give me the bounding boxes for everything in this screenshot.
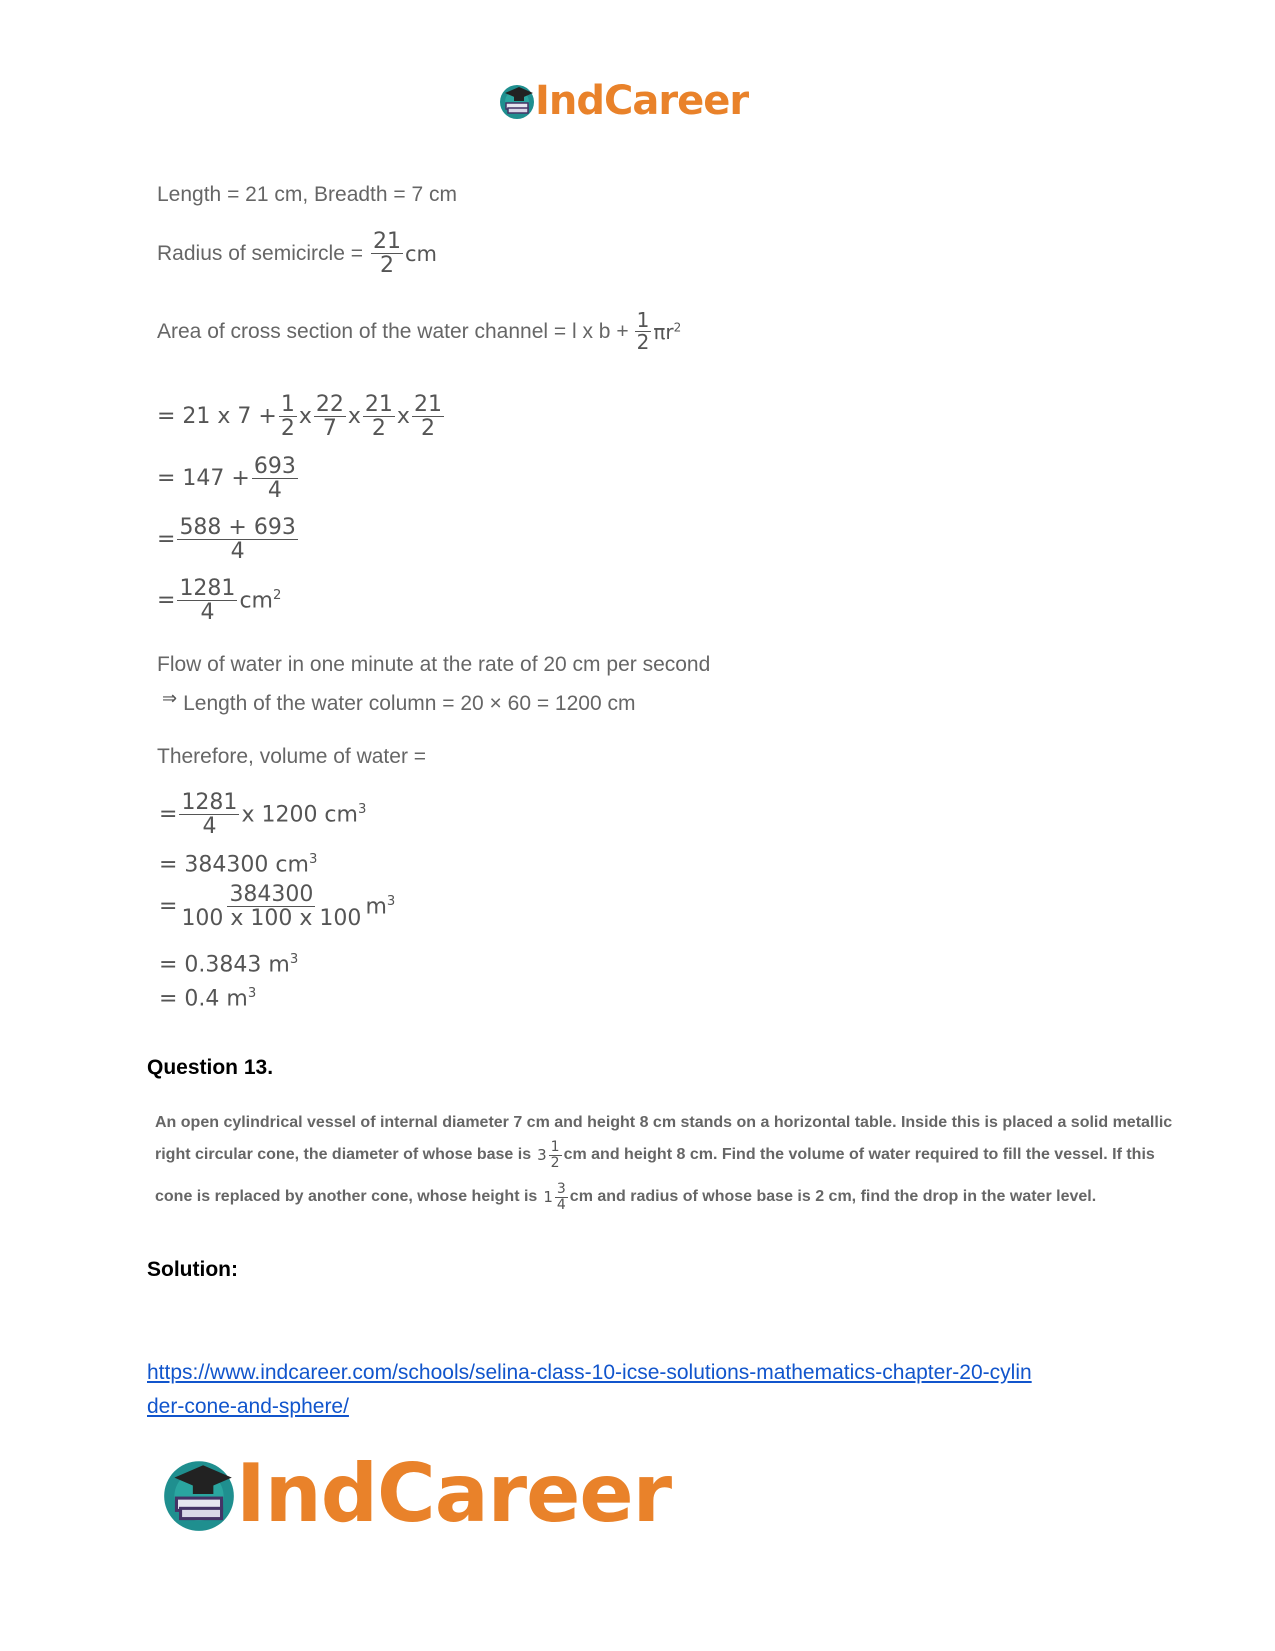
step-text: = 21 x 7 + [157,404,277,430]
fraction-numerator: 21 [373,229,401,254]
step-text: = [159,894,178,920]
source-link[interactable] [147,1356,1147,1424]
step-text: = [159,802,178,828]
volume-step-4: = 0.3843 $m^3$ [159,952,299,978]
area-fraction [635,310,652,353]
radius-label: Radius of semicircle = [157,241,363,265]
footer-logo [158,1447,671,1540]
volume-step-2: = 384300 $cm^3$ [159,852,318,878]
flow-line: Flow of water in one minute at the rate of 20 cm per second [157,653,711,676]
header-logo [497,78,748,124]
link-line-2[interactable]: der-cone-and-sphere/ [147,1395,349,1418]
times-sign: x [396,404,410,430]
fraction-denominator: 2 [380,253,394,279]
mixed-whole: 1 [543,1188,553,1207]
fraction: $\frac{1281}{4}$ [179,576,236,626]
therefore-line: Therefore, volume of water = [157,745,427,768]
question-text: cm and radius of whose base is 2 cm, find the drop in the water level. [569,1188,1097,1206]
step-1 [157,393,446,440]
fraction: $\frac{21}{2}$ [364,392,393,442]
solution-heading: Solution: [147,1258,238,1281]
link-line-1[interactable]: https://www.indcareer.com/schools/selina-class-10-icse-solutions-mathematics-chapter-20-cylin [147,1361,1032,1384]
radius-line [157,230,437,277]
volume-step-1 [159,791,366,838]
area-tail: $\pi r^2$ [653,319,682,344]
column-line [162,687,636,716]
step-text: = 147 + [157,466,250,492]
area-label: Area of cross section of the water channel = l x b + [157,319,629,343]
question-line-3 [155,1182,1096,1212]
unit: $cm^2$ [239,587,282,614]
globe-cap-icon [497,81,537,121]
fraction: $\frac{384300}{100 x 100 x 100}$ [181,882,362,932]
fraction: $\frac{1}{2}$ [550,1139,560,1171]
fraction: $\frac{1}{2}$ [280,392,295,442]
fraction: $\frac{3}{4}$ [556,1181,566,1213]
volume-step-5: = 0.4 $m^3$ [159,986,257,1012]
volume-step-3 [159,883,395,930]
question-text: right circular cone, the diameter of whose base is [155,1146,532,1164]
step-tail: x 1200 $cm^3$ [241,801,367,828]
question-text: cm and height 8 cm. Find the volume of water required to fill the vessel. If this [563,1146,1155,1164]
question-heading: Question 13. [147,1056,274,1079]
radius-fraction [371,230,403,277]
unit: $m^3$ [365,893,396,920]
dimensions-line: Length = 21 cm, Breadth = 7 cm [157,183,458,206]
step-2 [157,455,300,502]
fraction-denominator: 2 [636,330,650,354]
fraction: $\frac{1281}{4}$ [181,790,238,840]
radius-unit: cm [405,241,438,266]
step-4 [157,577,281,624]
times-sign: x [347,404,361,430]
logo-text: IndCareer [535,78,749,124]
step-text: = [157,588,176,614]
step-3 [157,516,300,563]
fraction: $\frac{693}{4}$ [253,454,296,504]
fraction: $\frac{21}{2}$ [413,392,442,442]
fraction: $\frac{588 + 693}{4}$ [179,515,296,565]
mixed-whole: 3 [537,1146,547,1165]
logo-text: IndCareer [236,1447,672,1540]
question-text: cone is replaced by another cone, whose height is [155,1188,538,1206]
question-line-2 [155,1140,1155,1170]
globe-cap-icon [158,1453,240,1535]
implies-arrow-icon: ⇒ [162,687,178,709]
area-formula-line [157,310,681,353]
step-text: = [157,527,176,553]
fraction: $\frac{22}{7}$ [315,392,344,442]
times-sign: x [298,404,312,430]
question-line-1: An open cylindrical vessel of internal diameter 7 cm and height 8 cm stands on a horizontal table. Inside this is placed a solid metallic [155,1114,1173,1131]
fraction-numerator: 1 [636,308,650,332]
column-text: Length of the water column = 20 × 60 = 1200 cm [183,692,636,715]
